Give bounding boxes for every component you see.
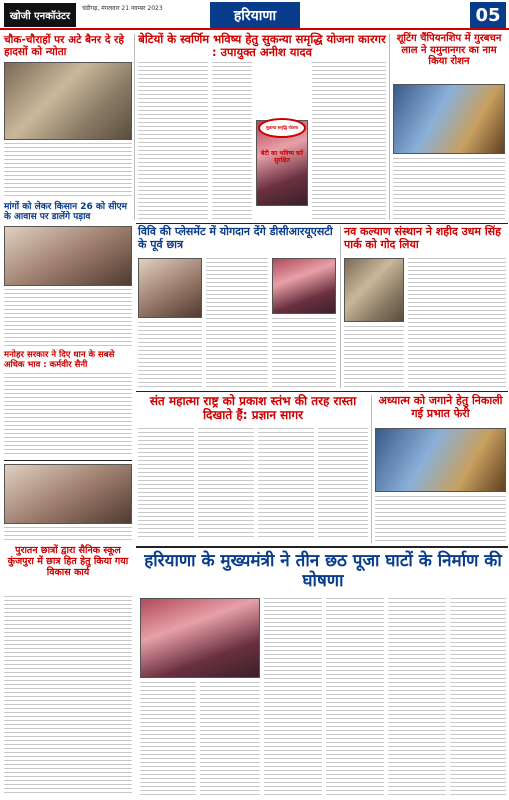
- headline-university: विवि की प्लेसमेंट में योगदान देंगे डीसीआरयूएसटी के पूर्व छात्र: [138, 225, 333, 251]
- article-text: [318, 428, 368, 540]
- article-text: [326, 598, 384, 796]
- park-photo: [344, 258, 404, 322]
- column-divider: [340, 226, 341, 388]
- newspaper-logo: खोजी एनकॉउंटर: [4, 3, 76, 27]
- article-text: [272, 318, 336, 388]
- headline-chhath: हरियाणा के मुख्यमंत्री ने तीन छठ पूजा घाटों के निर्माण की घोषणा: [144, 551, 502, 591]
- article-text: [4, 527, 132, 541]
- headline-school: पुरातन छात्रों द्वारा सैनिक स्कूल कुंजपुरा में छात्र हित हेतु किया गया विकास कार्य: [7, 545, 129, 578]
- article-text: [375, 496, 506, 542]
- article-text: [4, 596, 132, 796]
- divider: [136, 546, 508, 548]
- page-number: 05: [470, 2, 506, 28]
- article-text: [138, 428, 194, 540]
- divider: [136, 223, 508, 224]
- banners-photo: [4, 62, 132, 140]
- headline-shooting: शूटिंग चैंपियनशिप में गुरबचन लाल ने यमुनानगर का नाम किया रोशन: [396, 33, 502, 67]
- headline-banners: चौक-चौराहों पर अटे बैनर दे रहे हादसों को न्योता: [4, 34, 124, 59]
- headline-paddy: मनोहर सरकार ने दिए धान के सबसे अधिक भाव : कर्मवीर सैनी: [4, 350, 115, 370]
- article-text: [206, 258, 268, 388]
- article-text: [140, 682, 196, 796]
- dateline: चंडीगढ़, मंगलवार 21 नवम्बर 2023: [82, 5, 163, 12]
- shooting-photo: [393, 84, 505, 154]
- article-text: [198, 428, 254, 540]
- article-text: [393, 158, 505, 220]
- headline-procession: अध्यात्म को जगाने हेतु निकाली गई प्रभात फेरी: [378, 394, 503, 420]
- section-label: हरियाणा: [210, 2, 300, 28]
- chhath-photo: [140, 598, 260, 678]
- article-text: [450, 598, 506, 796]
- article-text: [408, 258, 506, 388]
- divider: [136, 391, 508, 392]
- column-divider: [389, 34, 390, 220]
- article-text: [212, 62, 252, 220]
- article-text: [388, 598, 446, 796]
- article-text: [264, 598, 322, 796]
- article-text: [4, 143, 132, 199]
- divider: [4, 460, 132, 461]
- university-photo-right: [272, 258, 336, 314]
- article-text: [200, 682, 260, 796]
- article-text: [4, 373, 132, 457]
- procession-photo: [375, 428, 506, 492]
- university-photo-left: [138, 258, 202, 318]
- article-text: [258, 428, 314, 540]
- school-photo: [4, 464, 132, 524]
- headline-farmers: मांगों को लेकर किसान 26 को सीएम के आवास पर डालेंगे पड़ाव: [4, 202, 128, 223]
- sukanya-tagline: बेटी का भविष्य करें सुरक्षित: [260, 150, 304, 164]
- article-text: [4, 289, 132, 349]
- column-divider: [371, 395, 372, 543]
- article-text: [138, 322, 202, 388]
- column-divider: [134, 34, 135, 220]
- article-text: [312, 62, 386, 220]
- sukanya-badge: सुकन्या समृद्धि योजना: [258, 118, 306, 138]
- headline-sukanya: बेटियों के स्वर्णिम भविष्य हेतु सुकन्या समृद्धि योजना कारगर : उपायुक्त अनीश यादव: [138, 32, 386, 60]
- headline-park: नव कल्याण संस्थान ने शहीद उधम सिंह पार्क को गोद लिया: [344, 225, 501, 251]
- headline-saint: संत महात्मा राष्ट्र को प्रकाश स्तंभ की तरह रास्ता दिखाते हैं: प्रज्ञान सागर: [149, 394, 357, 422]
- article-text: [138, 62, 208, 220]
- article-text: [344, 326, 404, 388]
- farmers-photo: [4, 226, 132, 286]
